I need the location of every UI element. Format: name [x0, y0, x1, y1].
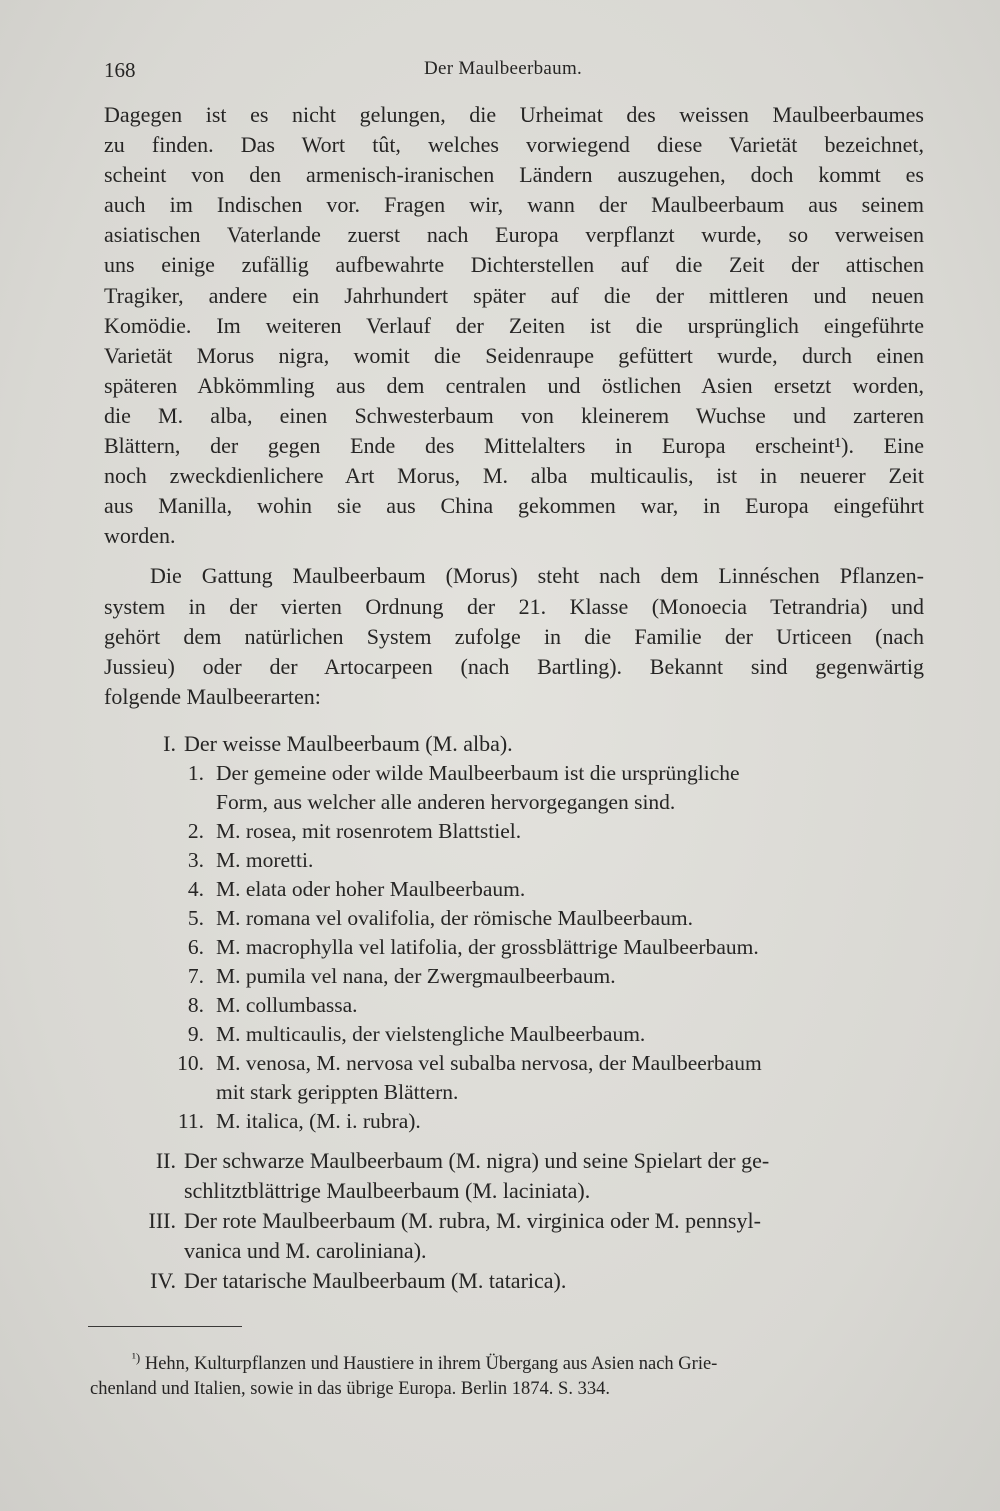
roman-numeral: I. [163, 730, 176, 756]
page-number: 168 [104, 58, 136, 82]
item-text: Der gemeine oder wilde Maulbeerbaum ist die ursprüngliche [216, 760, 740, 785]
text-line: folgende Maulbeerarten: [104, 683, 321, 709]
item-number: 1. [187, 760, 204, 785]
list-item [144, 1020, 884, 1049]
list-item [144, 1107, 884, 1136]
footnote [90, 1352, 910, 1402]
paragraph [104, 561, 924, 711]
item-number: 5. [187, 905, 204, 930]
species-group-1 [134, 729, 924, 759]
group-continuation: vanica und M. caroliniana). [184, 1237, 427, 1263]
running-title: Der Maulbeerbaum. [424, 58, 583, 79]
footnote-text: Hehn, Kulturpflanzen und Haustiere in ihrem Übergang aus Asien nach Grie- [144, 1354, 718, 1374]
text-line: späteren Abkömmling aus dem centralen und östlichen Asien ersetzt worden, [104, 372, 924, 398]
item-number: 11. [177, 1108, 204, 1133]
item-text: M. italica, (M. i. rubra). [216, 1108, 421, 1133]
list-item [144, 846, 884, 875]
group-heading [134, 1146, 924, 1176]
item-number: 6. [187, 934, 204, 959]
text-line: zu finden. Das Wort tût, welches vorwiegend diese Varietät bezeichnet, [104, 132, 924, 158]
item-text: M. macrophylla vel latifolia, der grossblättrige Maulbeerbaum. [216, 934, 759, 959]
list-item [144, 817, 884, 846]
text-line: gehört dem natürlichen System zufolge in die Familie der Urticeen (nach [104, 623, 924, 649]
list-item [144, 933, 884, 962]
species-group-2 [134, 1146, 924, 1206]
footnote-marker: ¹) [132, 1352, 141, 1365]
species-group-3 [134, 1206, 924, 1266]
list-item [144, 1049, 884, 1078]
item-text: M. pumila vel nana, der Zwergmaulbeerbaum. [216, 963, 616, 988]
page-header [104, 58, 920, 86]
item-continuation: mit stark gerippten Blättern. [216, 1079, 459, 1104]
footnote-line: chenland und Italien, sowie in das übrige Europa. Berlin 1874. S. 334. [90, 1379, 610, 1399]
item-text: M. elata oder hoher Maulbeerbaum. [216, 876, 526, 901]
list-item [144, 759, 884, 788]
roman-numeral: II. [155, 1147, 176, 1173]
text-line: scheint von den armenisch-iranischen Ländern auszugehen, doch kommt es [104, 162, 924, 188]
group-heading [134, 729, 924, 759]
footnote-line [90, 1352, 910, 1377]
text-line: uns einige zufällig aufbewahrte Dichterstellen auf die Zeit der attischen [104, 252, 924, 278]
group-text: Der schwarze Maulbeerbaum (M. nigra) und seine Spielart der ge- [184, 1147, 770, 1173]
item-text: M. romana vel ovalifolia, der römische Maulbeerbaum. [216, 905, 694, 930]
species-group-4 [134, 1266, 924, 1296]
roman-numeral: IV. [150, 1267, 176, 1293]
group-text: Der rote Maulbeerbaum (M. rubra, M. virginica oder M. pennsyl- [184, 1207, 761, 1233]
page-body [104, 100, 924, 1296]
item-text: M. multicaulis, der vielstengliche Maulbeerbaum. [216, 1021, 646, 1046]
item-text: M. moretti. [216, 847, 314, 872]
species-sublist [134, 759, 914, 1136]
text-line: Jussieu) oder der Artocarpeen (nach Bartling). Bekannt sind gegenwärtig [104, 653, 924, 679]
paragraph [104, 100, 924, 551]
item-number: 7. [187, 963, 204, 988]
roman-numeral: III. [148, 1207, 176, 1233]
item-number: 2. [187, 818, 204, 843]
item-number: 10. [177, 1050, 204, 1075]
text-line: aus Manilla, wohin sie aus China gekommen war, in Europa eingeführt [104, 493, 924, 519]
text-line: die M. alba, einen Schwesterbaum von kleinerem Wuchse und zarteren [104, 402, 924, 428]
text-line: auch im Indischen vor. Fragen wir, wann der Maulbeerbaum aus seinem [104, 192, 924, 218]
text-line: Varietät Morus nigra, womit die Seidenraupe gefüttert wurde, durch einen [104, 342, 924, 368]
text-line: Komödie. Im weiteren Verlauf der Zeiten ist die ursprünglich eingeführte [104, 312, 924, 338]
text-line: Die Gattung Maulbeerbaum (Morus) steht nach dem Linnéschen Pflanzen- [150, 563, 924, 589]
list-item [144, 875, 884, 904]
text-line: Dagegen ist es nicht gelungen, die Urheimat des weissen Maulbeerbaumes [104, 102, 924, 127]
list-item [144, 991, 884, 1020]
text-line: asiatischen Vaterlande zuerst nach Europa verpflanzt wurde, so verweisen [104, 222, 924, 248]
item-text: M. venosa, M. nervosa vel subalba nervosa, der Maulbeerbaum [216, 1050, 762, 1075]
group-heading [134, 1266, 924, 1296]
group-text: Der tatarische Maulbeerbaum (M. tatarica). [184, 1267, 567, 1293]
item-continuation: Form, aus welcher alle anderen hervorgegangen sind. [216, 789, 676, 814]
text-line: worden. [104, 523, 176, 549]
item-text: M. collumbassa. [216, 992, 358, 1017]
list-item [144, 904, 884, 933]
item-number: 8. [187, 992, 204, 1017]
text-line: system in der vierten Ordnung der 21. Klasse (Monoecia Tetrandria) und [104, 593, 924, 619]
text-line: noch zweckdienlichere Art Morus, M. alba multicaulis, ist in neuerer Zeit [104, 463, 924, 489]
group-label: Der weisse Maulbeerbaum (M. alba). [184, 730, 513, 756]
item-text: M. rosea, mit rosenrotem Blattstiel. [216, 818, 522, 843]
text-line: Blättern, der gegen Ende des Mittelalters in Europa erscheint¹). Eine [104, 433, 924, 459]
footnote-rule [88, 1326, 242, 1327]
list-item [144, 962, 884, 991]
text-line: Tragiker, andere ein Jahrhundert später auf die der mittleren und neuen [104, 282, 924, 308]
group-heading [134, 1206, 924, 1236]
group-continuation: schlitztblättrige Maulbeerbaum (M. laciniata). [184, 1177, 591, 1203]
item-number: 4. [187, 876, 204, 901]
item-number: 3. [187, 847, 204, 872]
item-number: 9. [187, 1021, 204, 1046]
